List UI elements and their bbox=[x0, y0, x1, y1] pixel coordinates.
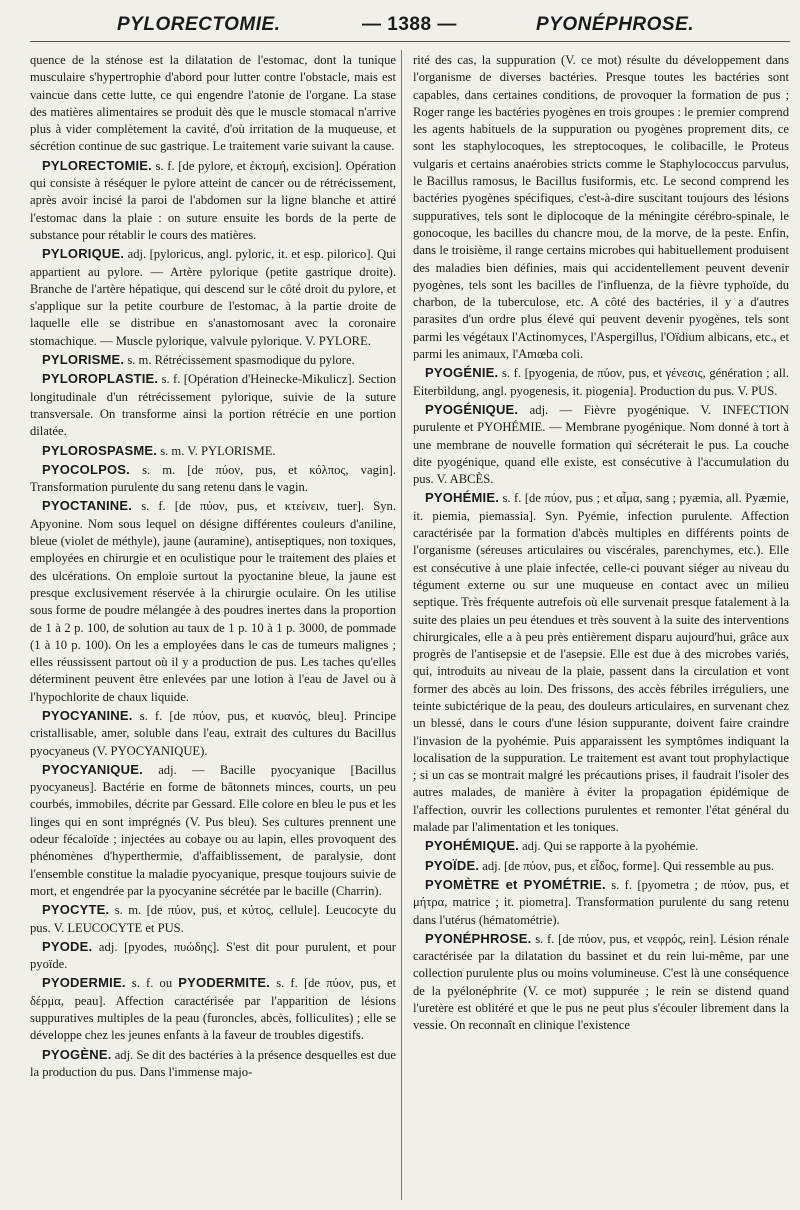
entry-headword: PYODERMIE. bbox=[42, 975, 126, 991]
entry-headword: PYODERMITE. bbox=[178, 975, 271, 991]
dictionary-entry bbox=[30, 442, 396, 460]
column-divider bbox=[401, 50, 402, 1200]
dictionary-entry bbox=[30, 245, 396, 350]
entry-headword: PYODE. bbox=[42, 938, 93, 954]
continued-text bbox=[30, 52, 396, 156]
entry-headword: PYOGÉNIQUE. bbox=[425, 401, 519, 417]
entry-text: s. f. ou bbox=[125, 976, 179, 991]
entry-headword: PYOGÈNE. bbox=[42, 1046, 112, 1062]
entry-text: s. f. [de πύον, pus, et νεφρός, rein]. Lésion rénale caractérisée par la dilatation du bassinet et du rein lui-même, par une collection purulente plus ou moins volumineuse. C'est là une conséquence de la pyélonéphrite (V. ce mot) suppurée ; le rein se distend quand l'uretère est oblitéré et que le pus ne peut plus s'écouler librement dans la vessie. On reconnaît en clinique l'existence bbox=[413, 931, 789, 1033]
dictionary-entry bbox=[413, 876, 789, 929]
dictionary-entry bbox=[413, 857, 789, 875]
entry-headword: PYLORECTOMIE. bbox=[42, 157, 152, 173]
dictionary-entry bbox=[30, 938, 396, 974]
dictionary-entry bbox=[413, 364, 789, 400]
page-header bbox=[0, 14, 800, 44]
dictionary-entry bbox=[30, 370, 396, 440]
entry-headword: PYOCYTE. bbox=[42, 902, 110, 918]
entry-text: adj. Se dit des bactéries à la présence desquelles est due la production du pus. Dans l'immense majo- bbox=[30, 1047, 396, 1079]
entry-text: adj. Qui se rapporte à la pyohémie. bbox=[518, 839, 699, 854]
entry-headword: PYOGÉNIE. bbox=[425, 365, 499, 381]
entry-headword: PYOMÈTRE et PYOMÉTRIE. bbox=[425, 876, 606, 892]
dictionary-entry bbox=[413, 930, 789, 1035]
dictionary-entry bbox=[30, 157, 396, 244]
dictionary-entry bbox=[30, 707, 396, 760]
dictionary-entry bbox=[30, 761, 396, 900]
entry-text: s. f. [de πύον, pus, et κυανός, bleu]. Principe cristallisable, amer, soluble dans l'eau, extrait des cultures du Bacillus pyocyaneus (V. PYOCYANIQUE). bbox=[30, 708, 396, 758]
entry-text: s. m. [de πύον, pus, et κύτος, cellule]. Leucocyte du pus. V. LEUCOCYTE et PUS. bbox=[30, 903, 396, 935]
header-left-headword: PYLORECTOMIE. bbox=[117, 14, 281, 35]
entry-text: s. m. [de πύον, pus, et κόλπος, vagin]. Transformation purulente du sang retenu dans le vagin. bbox=[30, 462, 396, 495]
entry-headword: PYOCYANINE. bbox=[42, 707, 133, 723]
entry-headword: PYOÏDE. bbox=[425, 857, 480, 873]
dictionary-entry bbox=[30, 901, 396, 937]
entry-text: s. f. [de πύον, pus, et κτείνειν, tuer]. Syn. Apyonine. Nom sous lequel on désigne différentes couleurs d'aniline, bleue (violet de méthyle), jaune (auramine), antiseptiques, non toxiques, employées en chirurgie et en oculistique pour le traitement des plaies et des ulcérations. On emploie surtout la pyoctanine bleue, la jaune est presque exclusivement réservée à la chirurgie oculaire. On les utilise sous forme de poudre mélangée à des poudres inertes dans la proportion de 1 à 2 p. 100, de solution au taux de 1 p. 10 à 1 p. 3000, de pommade (1 à 10 p. 100). On les a employées dans le cas de tumeurs malignes ; elles réussissent partout où il y a production de pus. Les taches qu'elles déterminent peuvent être enlevées par une lotion à l'eau de Javel ou à l'hypochlorite de chaux liquide. bbox=[30, 499, 396, 704]
entry-headword: PYOHÉMIE. bbox=[425, 490, 500, 506]
entry-headword: PYOHÉMIQUE. bbox=[425, 838, 519, 854]
entry-text: adj. [pyloricus, angl. pyloric, it. et esp. pilorico]. Qui appartient au pylore. — Artère pylorique (petite gastrique droite). Branche de l'artère hépatique, qui descend sur le côté droit du pylore, et s'applique sur la petite courbure de l'estomac, à la partie droite de laquelle elle se distribue en s'anastomosant avec la coronaire stomachique. — Muscle pylorique, valvule pylorique. V. PYLORE. bbox=[30, 247, 396, 348]
entry-headword: PYOCOLPOS. bbox=[42, 461, 130, 477]
entry-text: quence de la sténose est la dilatation de l'estomac, dont la tunique musculaire s'hypertrophie d'abord pour lutter contre l'obstacle, mais est vaincue dans cette lutte, ce qui engendre l'atonie de l'organe. La stase des matières alimentaires se produit dès que le muscle stomacal n'arrive plus à vider complètement la cavité, d'où irritation de la muqueuse, et sécrétion continue de suc gastrique. Le traitement varie suivant la cause. bbox=[30, 53, 396, 154]
dictionary-entry bbox=[30, 497, 396, 706]
dictionary-entry bbox=[413, 489, 789, 836]
entry-text: adj. [pyodes, πυώδης]. S'est dit pour purulent, et pour pyoïde. bbox=[30, 939, 396, 972]
entry-text: s. f. [pyometra ; de πύον, pus, et μήτρα, matrice ; it. piometra]. Transformation purulente du sang retenu dans l'utérus (hématométrie). bbox=[413, 877, 789, 927]
entry-headword: PYOCYANIQUE. bbox=[42, 761, 143, 777]
page-number: — 1388 — bbox=[362, 14, 457, 35]
entry-text: s. m. V. PYLORISME. bbox=[157, 443, 276, 458]
entry-text: s. m. Rétrécissement spasmodique du pylore. bbox=[124, 353, 355, 368]
dictionary-entry bbox=[30, 1046, 396, 1082]
entry-headword: PYOCTANINE. bbox=[42, 498, 133, 514]
continued-text bbox=[413, 52, 789, 363]
dictionary-entry bbox=[30, 461, 396, 497]
entry-headword: PYLORISME. bbox=[42, 352, 125, 368]
entry-text: adj. — Bacille pyocyanique [Bacillus pyocyaneus]. Bactérie en forme de bâtonnets minces, courts, un peu courbés, immobiles, décrite par Gessard. Elle colore en bleu le pus et les linges qui en sont imprégnés (V. Pus bleu). Ses cultures prennent une odeur fécaloïde ; injectées au cobaye ou au lapin, elles provoquent des phénomènes d'hyperthermie, d'affaiblissement, de paralysie, dont l'ensemble constitue la maladie pyocyanique, presque toujours suivie de mort, et engendrée par la pyocyanine sécrétée par le bacille (Charrin). bbox=[30, 762, 396, 898]
entry-text: rité des cas, la suppuration (V. ce mot) résulte du développement dans l'organisme de diverses bactéries. Presque toutes les bactéries sont capables, dans certaines conditions, de provoquer la formation de pus ; Roger range les bactéries pyogènes en trois groupes : le premier comprend les agents habituels de la suppuration ou pyogènes proprement dits, ce sont les staphylocoques, les streptocoques, le colibacille, le Proteus vulgaris et certains anaérobies stricts comme le Staphylococcus parvulus, le Bacillus ramosus, le Bacillus fusiformis, etc. Le second comprend les bactéries pyogènes spécifiques, c'est-à-dire suscitant toujours des lésions suppuratives, tels sont le diplocoque de la méningite cérébro-spinale, le gonocoque, les bacilles du chancre mou, de la morve, de la peste. Enfin, dans le troisième, il range certains microbes qui habituellement produisent des maladies bien définies, mais qui accidentellement peuvent devenir pyogènes, tels sont les bacilles de l'influenza, de la fièvre typhoïde, du charbon, de la tuberculose, etc. A côté des bactéries, il y a d'autres parasites d'un ordre plus élevé qui peuvent devenir pyogènes, tels sont parmi les végétaux l'Actinomyces, l'Aspergillus, l'Oïdium albicans, etc., et parmi les animaux, l'Amœba coli. bbox=[413, 53, 789, 362]
entry-text: adj. [de πύον, pus, et εἶδος, forme]. Qui ressemble au pus. bbox=[479, 858, 775, 873]
entry-text: s. f. [de pylore, et ἐκτομή, excision]. Opération qui consiste à réséquer le pylore atteint de cancer ou de rétrécissement, après avoir incisé la paroi de l'abdomen sur la ligne blanche et attiré l'estomac dans la plaie : on suture ensuite les bords de la perte de substance pour rétablir le cours des matières. bbox=[30, 158, 396, 242]
dictionary-entry bbox=[413, 837, 789, 855]
entry-headword: PYLOROPLASTIE. bbox=[42, 371, 159, 387]
entry-text: adj. — Fièvre pyogénique. V. INFECTION purulente et PYOHÉMIE. — Membrane pyogénique. Nom donné à tort à une membrane de nouvelle formation qui sécréterait le pus. La couche dite pyogénique, quand elle existe, est consécutive à l'accumulation du pus. V. ABCÈS. bbox=[413, 402, 789, 487]
header-rule bbox=[30, 41, 790, 42]
entry-text: s. f. [Opération d'Heinecke-Mikulicz]. Section longitudinale d'un rétrécissement pylorique, suivie de la suture transversale. On transforme ainsi la portion rétrécie en une portion dilatée. bbox=[30, 372, 396, 439]
dictionary-entry bbox=[413, 401, 789, 488]
entry-headword: PYLOROSPASME. bbox=[42, 442, 158, 458]
dictionary-entry bbox=[30, 351, 396, 369]
entry-text: s. f. [de πύον, pus ; et αἷμα, sang ; pyæmia, all. Pyæmie, it. piemia, piemassia]. Syn. Pyémie, infection purulente. Affection caractérisée par la formation d'abcès multiples en différents points de l'organisme (séreuses articulaires ou viscérales, parenchymes, etc.). Elle est consécutive à une plaie infectée, celle-ci pouvant siéger au niveau du tégument externe ou sur une muqueuse en contact avec un milieu septique. Très fréquente autrefois où elle survenait presque fatalement à la suite des plaies un peu étendues et très souvent à la suite des interventions chirurgicales, elle a à peu près entièrement disparu aujourd'hui, grâce aux progrès de l'antisepsie et de l'asepsie. Elle est due à des microbes variés, qui, introduits au niveau de la plaie, passent dans la circulation et vont former des abcès au loin. Des frissons, des accès fébriles irréguliers, une teinte subictérique de la peau, des douleurs articulaires, en survenant chez un blessé, dans le cours d'une lésion suppurante, doivent faire craindre l'invasion de la pyohémie. Puis apparaissent les symptômes indiquant la localisation de la suppuration. Le traitement est avant tout prophylactique ; si un cas se montrait malgré les précautions prises, il faudrait l'isoler des autres malades, de manière à éviter la propagation épidémique de l'affection, ouvrir les collections purulentes et remonter l'état général du malade par l'alimentation et les toniques. bbox=[413, 491, 789, 835]
dictionary-entry bbox=[30, 974, 396, 1044]
right-column bbox=[413, 52, 789, 1202]
entry-text: s. f. [de πύον, pus, et δέρμα, peau]. Affection caractérisée par l'apparition de lésions suppuratives multiples de la peau (furoncles, abcès, folliculites) ; elle se développe chez les jeunes enfants à la faveur de troubles digestifs. bbox=[30, 976, 396, 1043]
entry-headword: PYONÉPHROSE. bbox=[425, 930, 532, 946]
header-right-headword: PYONÉPHROSE. bbox=[536, 14, 695, 35]
entry-text: s. f. [pyogenia, de πύον, pus, et γένεσις, génération ; all. Eiterbildung, angl. pyogenesis, it. piogenia]. Production du pus. V. PUS. bbox=[413, 366, 789, 398]
entry-headword: PYLORIQUE. bbox=[42, 246, 125, 262]
left-column bbox=[30, 52, 396, 1202]
